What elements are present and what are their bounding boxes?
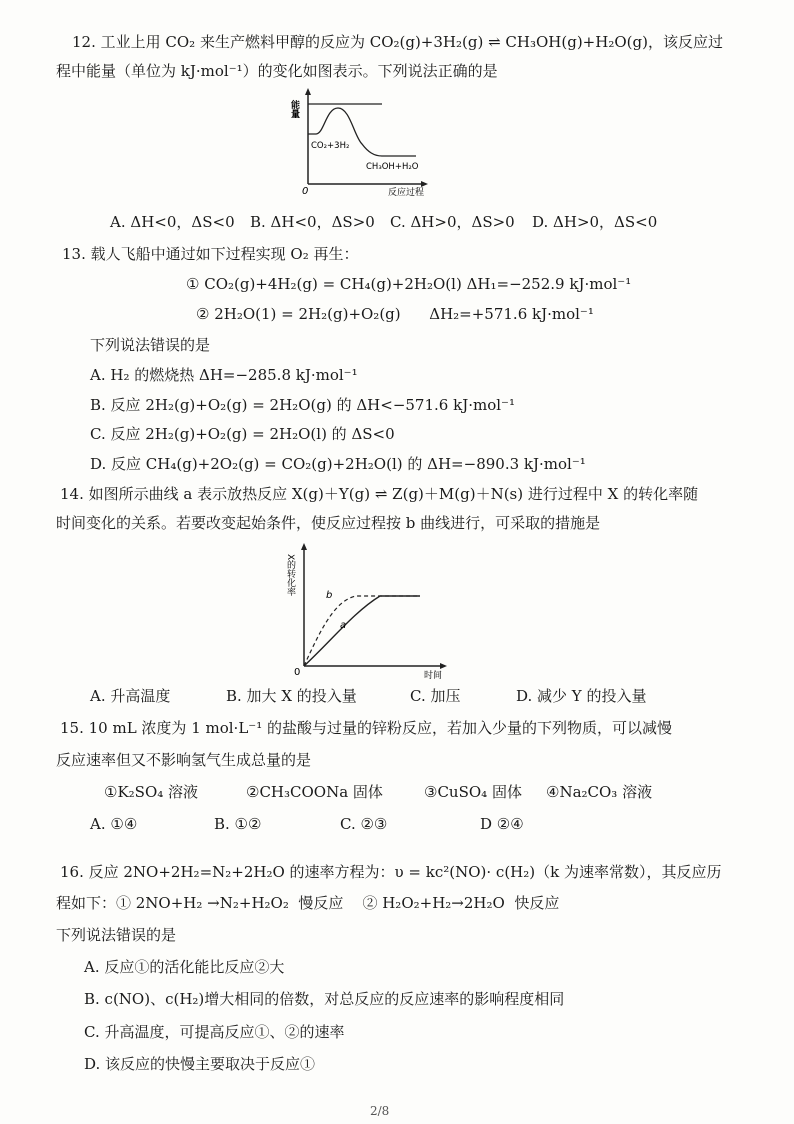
q12-option-b: B. ΔH<0，ΔS>0	[250, 213, 375, 231]
q13-equation-1: ① CO₂(g)+4H₂(g) = CH₄(g)+2H₂O(l) ΔH₁=−252.9 kJ·mol⁻¹	[186, 275, 632, 293]
q14-curve-a-label: a	[340, 620, 347, 631]
q16-ask: 下列说法错误的是	[56, 926, 177, 944]
q15-option-b: B. ①②	[214, 815, 262, 833]
q16-stem-line1: 16. 反应 2NO+2H₂=N₂+2H₂O 的速率方程为：υ = kc²(NO)· c(H₂)（k 为速率常数），其反应历	[60, 863, 722, 881]
q14-curve-b-label: b	[326, 590, 333, 601]
q12-xlabel: 反应过程	[388, 188, 425, 198]
q12-origin: 0	[302, 186, 309, 197]
q14-conversion-chart	[282, 540, 452, 680]
q16-option-c: C. 升高温度，可提高反应①、②的速率	[84, 1023, 345, 1041]
q13-equation-2: ② 2H₂O(1) = 2H₂(g)+O₂(g) ΔH₂=+571.6 kJ·mol⁻¹	[196, 305, 594, 323]
q14-option-c: C. 加压	[410, 687, 461, 705]
q15-stem-line1: 15. 10 mL 浓度为 1 mol·L⁻¹ 的盐酸与过量的锌粉反应，若加入少量的下列物质，可以减慢	[60, 719, 672, 737]
q14-ylabel: X的转化率	[285, 554, 295, 597]
q16-option-a: A. 反应①的活化能比反应②大	[84, 958, 285, 976]
q16-option-d: D. 该反应的快慢主要取决于反应①	[84, 1055, 316, 1073]
q16-option-b: B. c(NO)、c(H₂)增大相同的倍数，对总反应的反应速率的影响程度相同	[84, 990, 565, 1008]
q12-option-d: D. ΔH>0，ΔS<0	[532, 213, 658, 231]
page-number: 2/8	[370, 1104, 390, 1118]
q12-products-label: CH₃OH+H₂O	[366, 162, 419, 172]
q12-option-c: C. ΔH>0，ΔS>0	[390, 213, 515, 231]
q14-stem-line2: 时间变化的关系。若要改变起始条件，使反应过程按 b 曲线进行，可采取的措施是	[56, 514, 601, 532]
q15-item-3: ③CuSO₄ 固体	[424, 783, 522, 801]
q14-origin: 0	[294, 667, 301, 678]
q16-stem-line2: 程如下：① 2NO+H₂ →N₂+H₂O₂ 慢反应 ② H₂O₂+H₂→2H₂O 快反应	[56, 894, 560, 912]
q15-option-d: D ②④	[480, 815, 524, 833]
q15-item-4: ④Na₂CO₃ 溶液	[546, 783, 653, 801]
q13-ask: 下列说法错误的是	[90, 336, 211, 354]
q12-option-a: A. ΔH<0，ΔS<0	[110, 213, 235, 231]
q12-reactants-label: CO₂+3H₂	[311, 141, 350, 151]
q12-stem-line1: 12. 工业上用 CO₂ 来生产燃料甲醇的反应为 CO₂(g)+3H₂(g) ⇌ CH₃OH(g)+H₂O(g)，该反应过	[72, 33, 723, 51]
q15-option-a: A. ①④	[90, 815, 138, 833]
q13-stem: 13. 载人飞船中通过如下过程实现 O₂ 再生：	[62, 245, 359, 263]
q14-option-a: A. 升高温度	[90, 687, 171, 705]
q13-option-a: A. H₂ 的燃烧热 ΔH=−285.8 kJ·mol⁻¹	[90, 366, 358, 384]
q15-option-c: C. ②③	[340, 815, 388, 833]
q14-stem-line1: 14. 如图所示曲线 a 表示放热反应 X(g)＋Y(g) ⇌ Z(g)＋M(g)＋N(s) 进行过程中 X 的转化率随	[60, 485, 699, 503]
q14-option-d: D. 减少 Y 的投入量	[516, 687, 647, 705]
q15-stem-line2: 反应速率但又不影响氢气生成总量的是	[56, 751, 312, 769]
q12-energy-diagram	[289, 86, 442, 198]
q13-option-c: C. 反应 2H₂(g)+O₂(g) = 2H₂O(l) 的 ΔS<0	[90, 425, 395, 443]
q15-item-1: ①K₂SO₄ 溶液	[104, 783, 199, 801]
q14-option-b: B. 加大 X 的投入量	[226, 687, 357, 705]
q15-item-2: ②CH₃COONa 固体	[246, 783, 383, 801]
q12-stem-line2: 程中能量（单位为 kJ·mol⁻¹）的变化如图表示。下列说法正确的是	[56, 62, 498, 80]
q13-option-b: B. 反应 2H₂(g)+O₂(g) = 2H₂O(g) 的 ΔH<−571.6 kJ·mol⁻¹	[90, 396, 515, 414]
q13-option-d: D. 反应 CH₄(g)+2O₂(g) = CO₂(g)+2H₂O(l) 的 ΔH=−890.3 kJ·mol⁻¹	[90, 455, 586, 473]
q12-ylabel: 能量	[289, 100, 299, 118]
q14-xlabel: 时间	[424, 671, 443, 681]
